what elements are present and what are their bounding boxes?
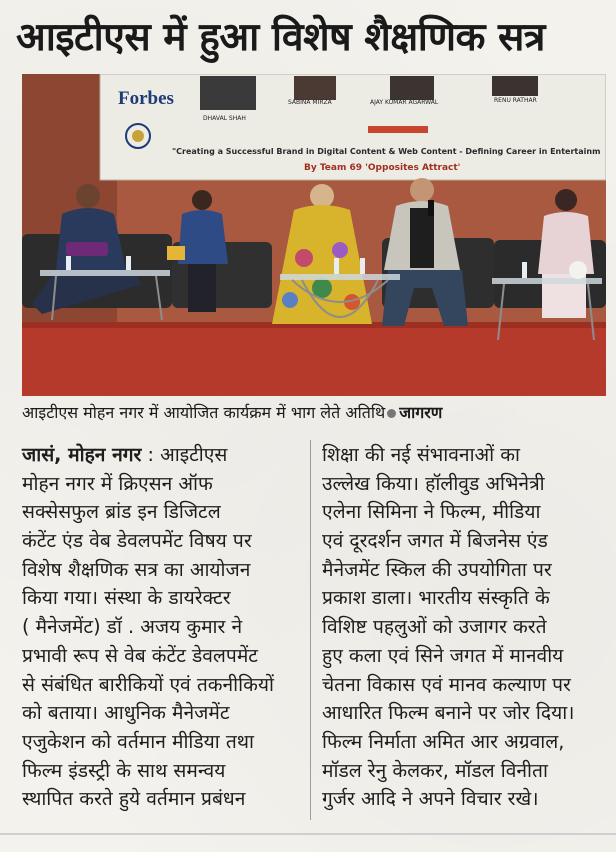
event-photo-illustration	[22, 74, 606, 396]
article-line: शिक्षा की नई संभावनाओं का	[322, 443, 520, 466]
article-line: मॉडल रेनु केलकर, मॉडल विनीता	[322, 758, 548, 782]
article-line: गुर्जर आदि ने अपने विचार रखे।	[322, 787, 539, 811]
banner-red-strip	[368, 126, 428, 133]
article-line: फिल्म निर्माता अमित आर अग्रवाल,	[322, 729, 565, 753]
article-line: प्रभावी रूप से वेब कंटेंट डेवलपमेंट	[22, 643, 258, 667]
banner-event-title: "Creating a Successful Brand in Digital Content & Web Content - Defining Career in Entertainm	[172, 147, 601, 156]
flower-pot-2	[569, 261, 587, 279]
speaker-5-body	[538, 212, 594, 274]
article-line: प्रकाश डाला। भारतीय संस्कृति के	[322, 586, 550, 610]
article-line: आधारित फिल्म बनाने पर जोर दिया।	[322, 701, 575, 725]
banner-name-2: SABINA MIRZA	[288, 99, 332, 106]
speaker-1-folder	[66, 242, 108, 256]
glass-table-2	[280, 274, 400, 280]
caption-text: आइटीएस मोहन नगर में आयोजित कार्यक्रम में भाग लेते अतिथि	[22, 403, 386, 422]
glass-table-1	[40, 270, 170, 276]
article-line: एजुकेशन को वर्तमान मीडिया तथा	[22, 729, 255, 753]
speaker-5-head	[555, 189, 577, 211]
portrait-3	[390, 76, 434, 100]
banner-name-3: AJAY KUMAR AGARWAL	[370, 99, 439, 106]
article-line: जासं, मोहन नगर : आइटीएस	[22, 443, 228, 466]
speaker-1-head	[76, 184, 100, 208]
article-line: मोहन नगर में क्रिएसन ऑफ	[22, 471, 213, 495]
article-line: चेतना विकास एवं मानव कल्याण पर	[322, 672, 571, 696]
bottom-border	[0, 833, 616, 835]
event-photo	[22, 74, 606, 396]
portrait-2	[294, 76, 336, 100]
speaker-2-head	[192, 190, 212, 210]
article-line: मैनेजमेंट स्किल की उपयोगिता पर	[322, 557, 552, 581]
flower-pot-1	[167, 246, 185, 260]
article-line: से संबंधित बारीकियों एवं तकनीकियों	[22, 672, 274, 696]
article-line: को बताया। आधुनिक मैनेजमेंट	[22, 701, 230, 725]
microphone-icon	[428, 200, 434, 216]
article-line: स्थापित करते हुये वर्तमान प्रबंधन	[22, 787, 246, 811]
article-line: एलेना सिमिना ने फिल्म, मीडिया	[322, 500, 541, 524]
article-column-right	[322, 441, 606, 814]
article-line: कंटेंट एंड वेब डेवलपमेंट विषय पर	[22, 529, 252, 553]
speaker-2-body	[178, 210, 228, 264]
speaker-3-head	[310, 184, 334, 208]
stage-floor	[22, 322, 606, 396]
portrait-1	[200, 76, 256, 110]
bullet-icon	[387, 409, 396, 418]
photo-caption	[22, 402, 606, 424]
banner-team-line: By Team 69 'Opposites Attract'	[304, 163, 461, 173]
article-line: विशेष शैक्षणिक सत्र का आयोजन	[22, 557, 251, 581]
caption-credit: जागरण	[399, 403, 443, 422]
banner-name-1: DHAVAL SHAH	[203, 115, 246, 122]
glass-table-3	[492, 278, 602, 284]
article-line: सक्सेसफुल ब्रांड इन डिजिटल	[22, 500, 221, 524]
banner-name-4: RENU RATHAR	[494, 97, 537, 104]
speaker-4-head	[410, 178, 434, 202]
article-line: किया गया। संस्था के डायरेक्टर	[22, 586, 231, 610]
article-column-left	[22, 441, 302, 814]
banner-logo: Forbes	[118, 88, 174, 109]
article-line: एवं दूरदर्शन जगत में बिजनेस एंड	[322, 529, 548, 553]
headline: आइटीएस में हुआ विशेष शैक्षणिक सत्र	[16, 15, 545, 60]
article-dateline: जासं, मोहन नगर	[22, 443, 142, 466]
article-line: ( मैनेजमेंट) डॉ . अजय कुमार ने	[22, 615, 243, 639]
portrait-4	[492, 76, 538, 96]
article-line: उल्लेख किया। हॉलीवुड अभिनेत्री	[322, 471, 545, 495]
article-line: फिल्म इंडस्ट्री के साथ समन्वय	[22, 758, 226, 782]
article-line: विशिष्ट पहलुओं को उजागर करते	[322, 615, 547, 639]
column-divider	[310, 440, 311, 820]
article-line: हुए कला एवं सिने जगत में मानवीय	[322, 643, 564, 667]
